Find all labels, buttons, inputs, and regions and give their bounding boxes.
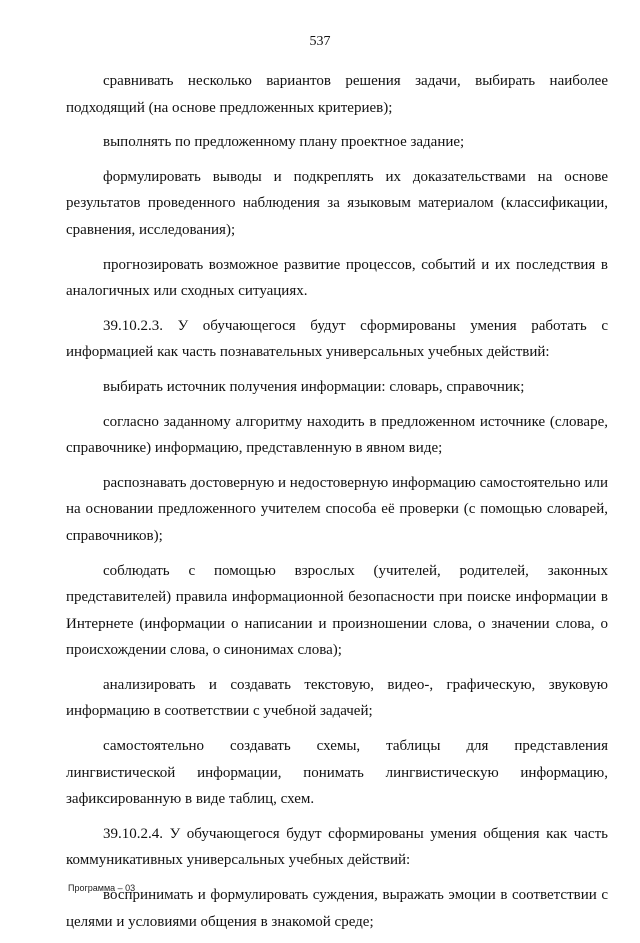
paragraph-formulate-conclusions: формулировать выводы и подкреплять их доказательствами на основе результатов проведенного наблюдения за языковым материалом (классификации, сравнения, исследования); (66, 168, 608, 238)
footer-program-label: Программа – 03 (68, 883, 136, 893)
paragraph-predict-development: прогнозировать возможное развитие процессов, событий и их последствия в аналогичных или сходных ситуациях. (66, 256, 608, 300)
paragraph-recognize-reliable: распознавать достоверную и недостоверную информацию самостоятельно или на основании предложенного учителем способа её проверки (с помощью словарей, справочников); (66, 474, 608, 544)
page-number: 537 (309, 34, 331, 49)
document-body (66, 68, 608, 943)
section-39-10-2-3-heading: 39.10.2.3. У обучающегося будут сформированы умения работать с информацией как часть познавательных универсальных учебных действий: (66, 317, 608, 361)
paragraph-perceive-judgments: воспринимать и формулировать суждения, выражать эмоции в соответствии с целями и условиями общения в знакомой среде; (66, 887, 608, 930)
paragraph-create-schemes: самостоятельно создавать схемы, таблицы для представления лингвистической информации, понимать лингвистическую информацию, зафиксированную в виде таблиц, схем. (66, 738, 608, 808)
section-39-10-2-4-heading: 39.10.2.4. У обучающегося будут сформированы умения общения как часть коммуникативных универсальных учебных действий: (66, 825, 608, 869)
paragraph-choose-source: выбирать источник получения информации: словарь, справочник; (103, 378, 525, 395)
paragraph-internet-safety: соблюдать с помощью взрослых (учителей, родителей, законных представителей) правила информационной безопасности при поиске информации в Интернете (информации о написании и произношении слова, о значении слова, о происхождении слова, о синонимах слова); (66, 562, 608, 659)
paragraph-compare-options: сравнивать несколько вариантов решения задачи, выбирать наиболее подходящий (на основе предложенных критериев); (66, 73, 608, 116)
paragraph-analyze-create: анализировать и создавать текстовую, видео-, графическую, звуковую информацию в соответствии с учебной задачей; (66, 676, 608, 720)
paragraph-find-information: согласно заданному алгоритму находить в предложенном источнике (словаре, справочнике) информацию, представленную в явном виде; (66, 413, 608, 457)
paragraph-project-task: выполнять по предложенному плану проектное задание; (103, 134, 465, 151)
